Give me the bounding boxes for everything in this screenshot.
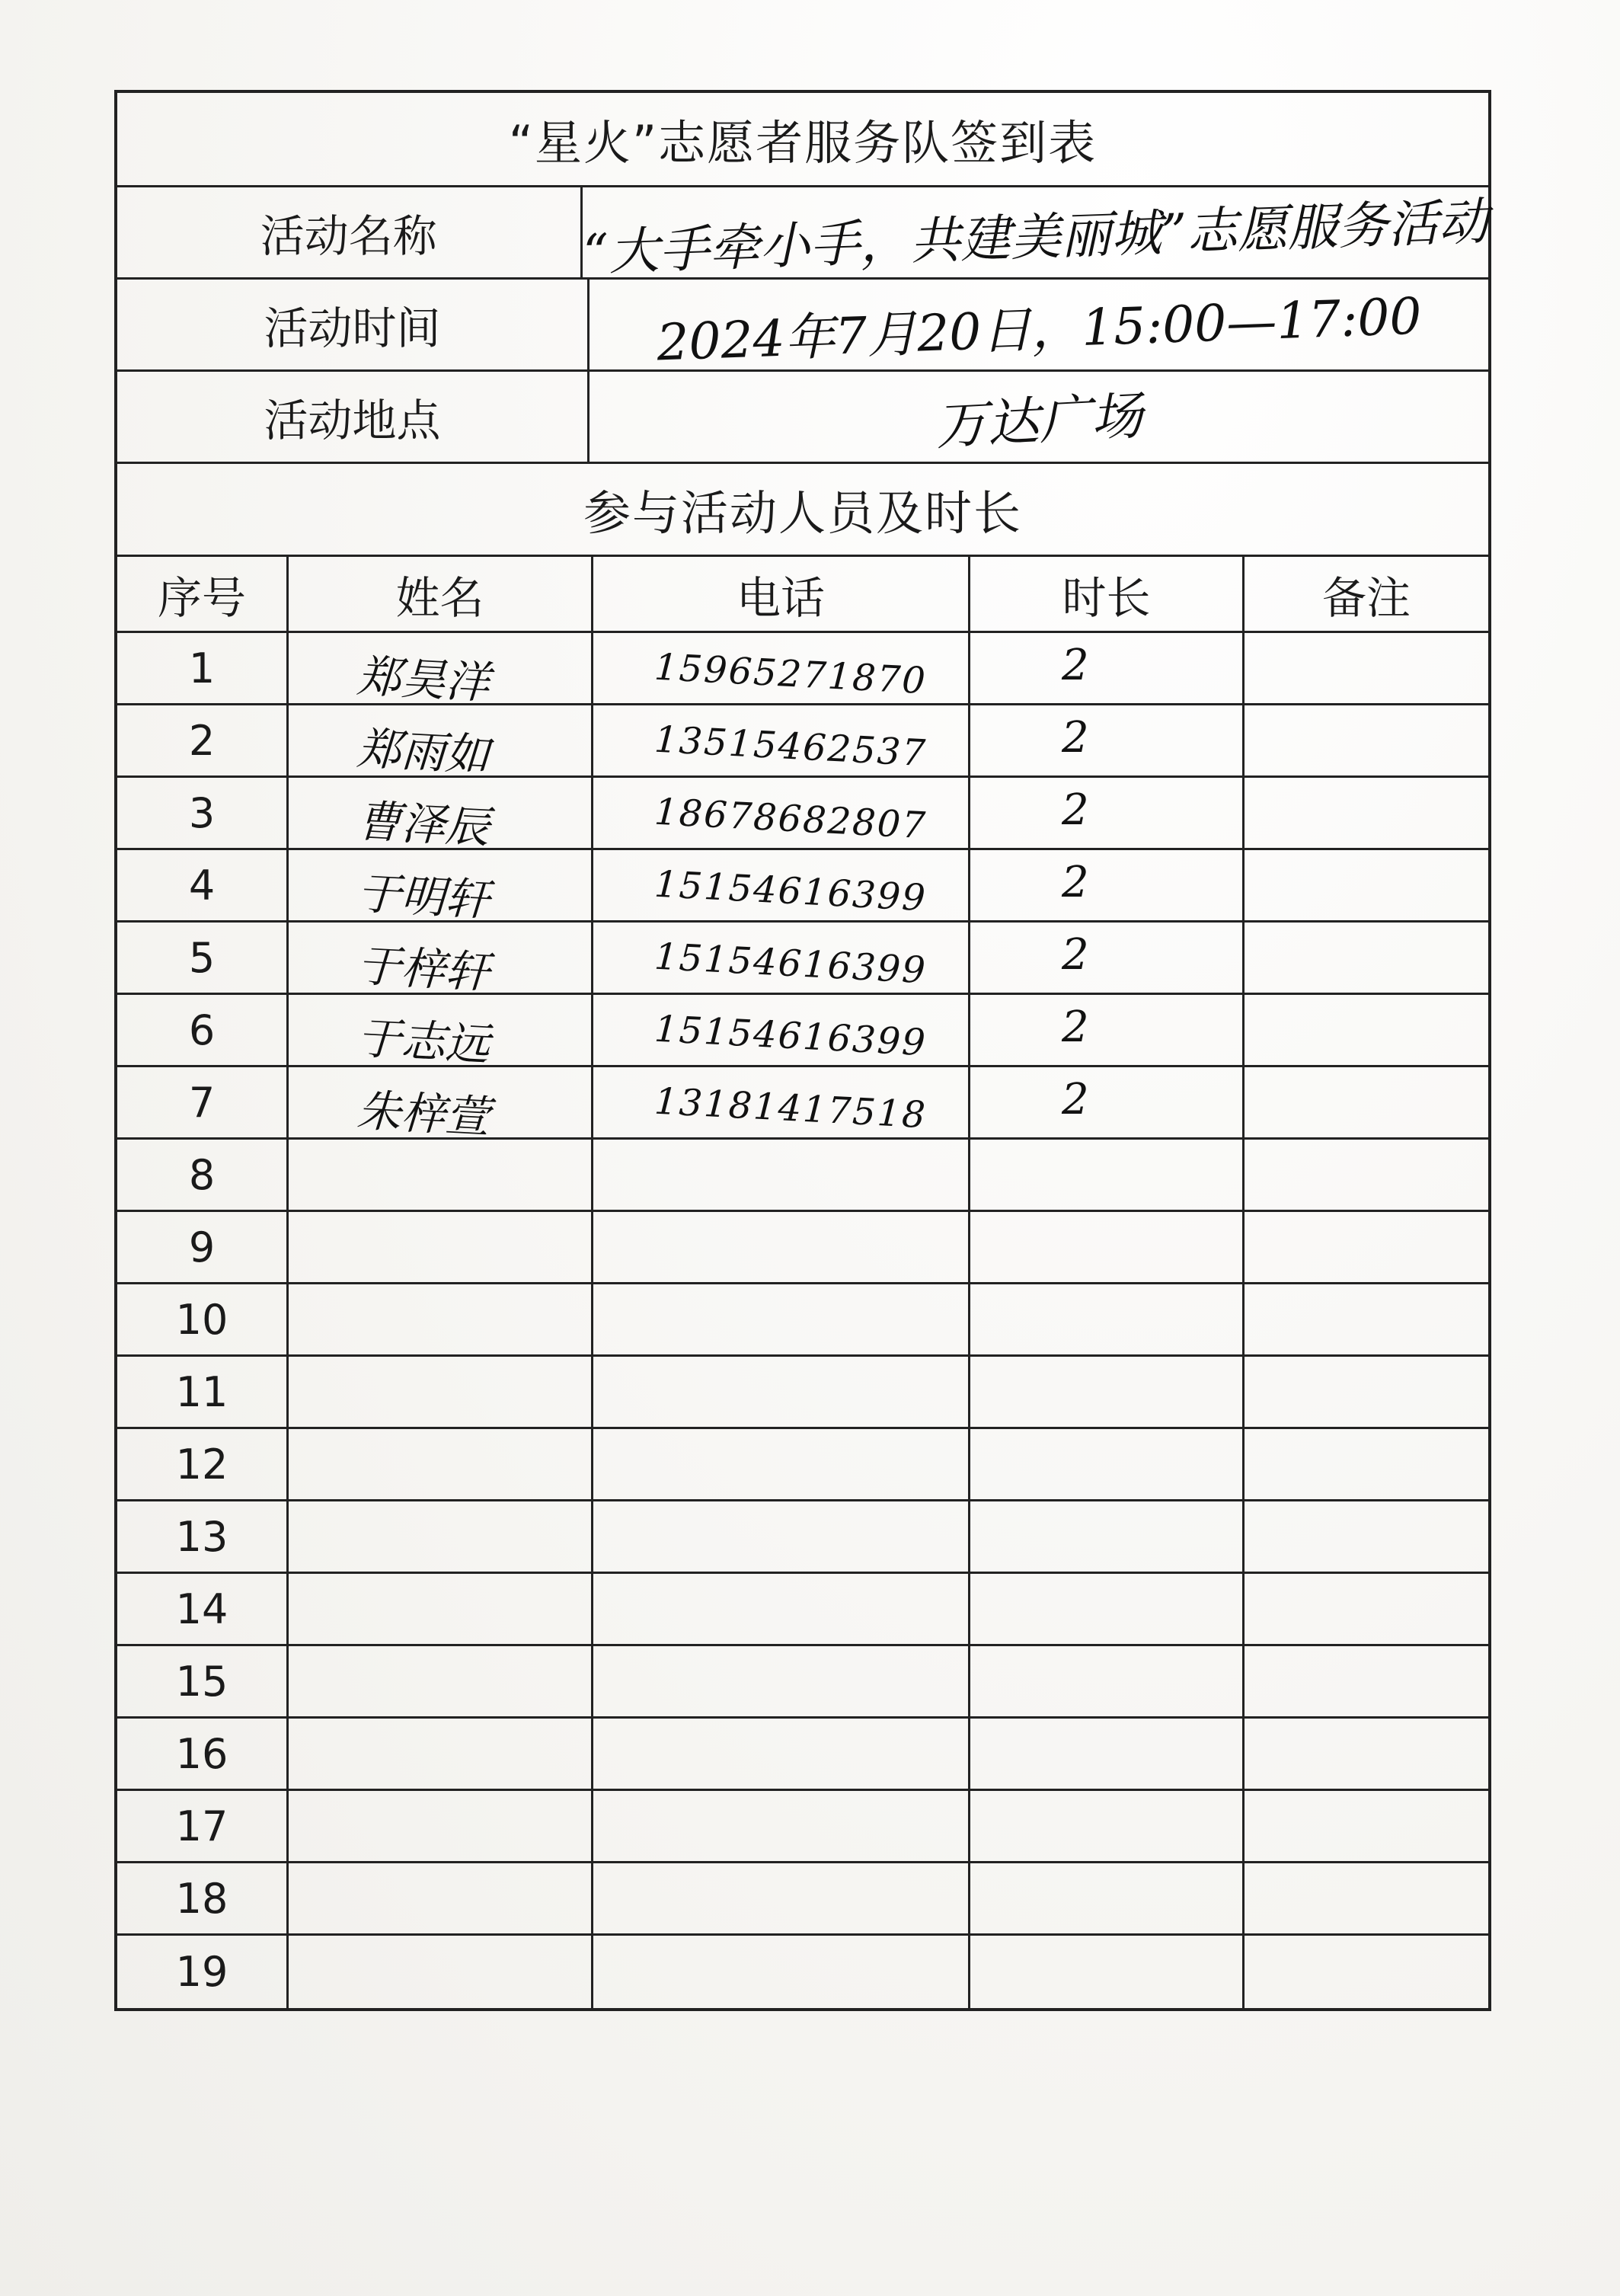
table-body <box>117 633 1488 2008</box>
row-number-cell <box>117 1863 289 1933</box>
participant-phone-cell <box>593 1284 970 1354</box>
participant-note-cell <box>1245 1067 1488 1137</box>
table-row <box>117 1646 1488 1719</box>
participant-note-cell <box>1245 705 1488 775</box>
participant-name-cell <box>289 1791 593 1861</box>
participant-name-cell <box>289 850 593 926</box>
table-row <box>117 1284 1488 1357</box>
row-number: 10 <box>175 1295 228 1344</box>
participant-phone-cell <box>593 1574 970 1644</box>
activity-name-row <box>117 187 1490 283</box>
participant-hours-cell <box>970 1646 1245 1716</box>
participant-name-cell <box>289 633 593 709</box>
participant-note-cell <box>1245 1646 1488 1716</box>
participant-hours: 2 <box>1062 1075 1089 1124</box>
participant-phone: 15965271870 <box>653 645 928 703</box>
table-row <box>117 1067 1488 1143</box>
row-number-cell <box>117 1284 289 1354</box>
participant-note-cell <box>1245 1429 1488 1499</box>
activity-place-label: 活动地点 <box>117 372 590 462</box>
row-number-cell <box>117 1140 289 1210</box>
participant-note-cell <box>1245 1936 1488 2008</box>
participant-hours-cell <box>970 1863 1245 1933</box>
participant-phone-cell <box>593 1646 970 1716</box>
activity-place-value: 万达广场 <box>934 385 1145 457</box>
participant-note-cell <box>1245 1719 1488 1789</box>
table-row <box>117 1357 1488 1429</box>
table-row <box>117 778 1488 854</box>
participant-name-cell <box>289 923 593 999</box>
participant-name: 于志远 <box>356 1012 491 1071</box>
activity-time-label: 活动时间 <box>117 280 590 369</box>
participant-hours: 2 <box>1062 641 1089 690</box>
participant-phone-cell <box>593 1067 970 1137</box>
participant-hours-cell <box>970 1719 1245 1789</box>
participant-note-cell <box>1245 1863 1488 1933</box>
participant-phone: 13181417518 <box>653 1079 928 1137</box>
row-number-cell <box>117 995 289 1065</box>
participant-phone-cell <box>593 1357 970 1427</box>
row-number: 14 <box>175 1584 228 1633</box>
participant-phone: 13515462537 <box>653 718 928 775</box>
participant-phone-cell <box>593 778 970 848</box>
table-row <box>117 1574 1488 1646</box>
row-number-cell <box>117 1791 289 1861</box>
participant-note-cell <box>1245 1791 1488 1861</box>
activity-name-value: “大手牵小手，共建美丽城”志愿服务活动 <box>581 191 1490 283</box>
row-number-cell <box>117 1646 289 1716</box>
participants-heading-row <box>117 464 1488 557</box>
participant-phone: 15154616399 <box>653 1007 928 1065</box>
participant-phone-cell <box>593 1212 970 1282</box>
header-phone: 电话 <box>593 557 970 631</box>
activity-name-label: 活动名称 <box>117 187 583 277</box>
participant-note-cell <box>1245 1574 1488 1644</box>
participant-name-cell <box>289 995 593 1071</box>
participant-name-cell <box>289 1574 593 1644</box>
participant-name: 于明轩 <box>356 867 491 926</box>
participant-phone-cell <box>593 923 970 993</box>
row-number: 12 <box>175 1440 228 1489</box>
activity-place-cell <box>590 372 1488 462</box>
sign-in-form <box>114 90 1491 2011</box>
participant-name-cell <box>289 1501 593 1572</box>
participant-hours-cell <box>970 778 1245 848</box>
row-number: 6 <box>188 1006 216 1054</box>
table-row <box>117 1140 1488 1212</box>
participant-hours-cell <box>970 1140 1245 1210</box>
participant-name-cell <box>289 1212 593 1282</box>
participant-name-cell <box>289 1140 593 1210</box>
row-number-cell <box>117 1719 289 1789</box>
participant-name-cell <box>289 1067 593 1143</box>
participant-note-cell <box>1245 1284 1488 1354</box>
table-header-row <box>117 557 1488 633</box>
participant-hours-cell <box>970 850 1245 920</box>
participant-name: 郑昊洋 <box>356 650 491 709</box>
row-number: 13 <box>175 1512 228 1561</box>
participant-phone-cell <box>593 633 970 703</box>
participant-note-cell <box>1245 923 1488 993</box>
participant-phone: 15154616399 <box>653 862 928 920</box>
participant-note-cell <box>1245 850 1488 920</box>
participant-hours: 2 <box>1062 1003 1089 1052</box>
participant-name: 于梓轩 <box>356 939 491 999</box>
participant-note-cell <box>1245 1357 1488 1427</box>
table-row <box>117 1212 1488 1284</box>
participant-phone-cell <box>593 995 970 1065</box>
form-title: “星火”志愿者服务队签到表 <box>508 115 1098 171</box>
participant-note-cell <box>1245 633 1488 703</box>
participant-name: 朱梓萱 <box>356 1084 491 1143</box>
table-row <box>117 923 1488 999</box>
row-number: 16 <box>175 1729 228 1778</box>
participant-hours-cell <box>970 1067 1245 1137</box>
header-no: 序号 <box>117 557 289 631</box>
participant-name-cell <box>289 1863 593 1933</box>
row-number: 19 <box>175 1948 228 1996</box>
participant-hours-cell <box>970 1936 1245 2008</box>
participant-name-cell <box>289 778 593 854</box>
participant-hours-cell <box>970 1791 1245 1861</box>
row-number-cell <box>117 1429 289 1499</box>
participant-note-cell <box>1245 1212 1488 1282</box>
participant-phone-cell <box>593 1719 970 1789</box>
participant-hours-cell <box>970 1574 1245 1644</box>
row-number-cell <box>117 1357 289 1427</box>
row-number-cell <box>117 1936 289 2008</box>
participant-hours: 2 <box>1062 930 1089 980</box>
participant-hours-cell <box>970 705 1245 775</box>
row-number-cell <box>117 633 289 703</box>
table-row <box>117 633 1488 709</box>
table-row <box>117 1501 1488 1574</box>
participant-hours: 2 <box>1062 785 1089 835</box>
row-number: 9 <box>188 1223 216 1271</box>
row-number-cell <box>117 1212 289 1282</box>
participant-name: 曹泽辰 <box>356 795 491 854</box>
participant-hours-cell <box>970 995 1245 1065</box>
table-row <box>117 1863 1488 1936</box>
participant-name-cell <box>289 1357 593 1427</box>
row-number: 18 <box>175 1874 228 1923</box>
participant-phone-cell <box>593 1936 970 2008</box>
participant-phone: 15154616399 <box>653 935 928 993</box>
table-row <box>117 1429 1488 1501</box>
participant-name-cell <box>289 1719 593 1789</box>
row-number: 17 <box>175 1802 228 1850</box>
participant-hours: 2 <box>1062 858 1089 907</box>
participant-hours-cell <box>970 633 1245 703</box>
table-row <box>117 995 1488 1071</box>
header-name: 姓名 <box>289 557 593 631</box>
row-number-cell <box>117 1574 289 1644</box>
participant-name-cell <box>289 1429 593 1499</box>
participant-hours: 2 <box>1062 713 1089 763</box>
table-row <box>117 1791 1488 1863</box>
activity-time-value: 2024年7月20日，15:00—17:00 <box>655 286 1423 372</box>
table-row <box>117 1719 1488 1791</box>
participant-hours-cell <box>970 1501 1245 1572</box>
row-number: 3 <box>188 788 216 837</box>
row-number: 2 <box>188 716 216 765</box>
table-row <box>117 1936 1488 2008</box>
participant-phone-cell <box>593 1140 970 1210</box>
row-number: 1 <box>188 644 216 692</box>
activity-name-cell <box>581 187 1490 283</box>
row-number-cell <box>117 778 289 848</box>
participant-name-cell <box>289 1646 593 1716</box>
row-number: 5 <box>188 933 216 982</box>
participant-phone-cell <box>593 1501 970 1572</box>
participant-phone-cell <box>593 1791 970 1861</box>
header-note: 备注 <box>1321 571 1411 624</box>
row-number-cell <box>117 850 289 920</box>
row-number: 15 <box>175 1657 228 1706</box>
row-number-cell <box>117 1501 289 1572</box>
participant-name: 郑雨如 <box>356 722 491 782</box>
participant-name-cell <box>289 705 593 782</box>
participant-note-cell <box>1245 1140 1488 1210</box>
row-number-cell <box>117 923 289 993</box>
participant-name-cell <box>289 1936 593 2008</box>
header-hours: 时长 <box>970 557 1245 631</box>
row-number-cell <box>117 705 289 775</box>
activity-time-cell <box>590 280 1488 372</box>
participants-heading: 参与活动人员及时长 <box>583 485 1022 541</box>
participant-phone-cell <box>593 1863 970 1933</box>
participant-hours-cell <box>970 923 1245 993</box>
activity-time-row <box>117 280 1488 372</box>
row-number: 7 <box>188 1078 216 1127</box>
participant-note-cell <box>1245 995 1488 1065</box>
row-number: 8 <box>188 1150 216 1199</box>
row-number: 4 <box>188 861 216 910</box>
participant-phone-cell <box>593 1429 970 1499</box>
participant-phone: 18678682807 <box>653 790 928 848</box>
title-row <box>117 93 1488 187</box>
participant-note-cell <box>1245 778 1488 848</box>
participant-phone-cell <box>593 850 970 920</box>
table-row <box>117 850 1488 926</box>
participant-hours-cell <box>970 1357 1245 1427</box>
row-number-cell <box>117 1067 289 1137</box>
table-row <box>117 705 1488 782</box>
participant-hours-cell <box>970 1429 1245 1499</box>
participant-phone-cell <box>593 705 970 775</box>
participant-note-cell <box>1245 1501 1488 1572</box>
participant-hours-cell <box>970 1284 1245 1354</box>
activity-place-row <box>117 372 1488 464</box>
participant-hours-cell <box>970 1212 1245 1282</box>
row-number: 11 <box>175 1367 228 1416</box>
participant-name-cell <box>289 1284 593 1354</box>
